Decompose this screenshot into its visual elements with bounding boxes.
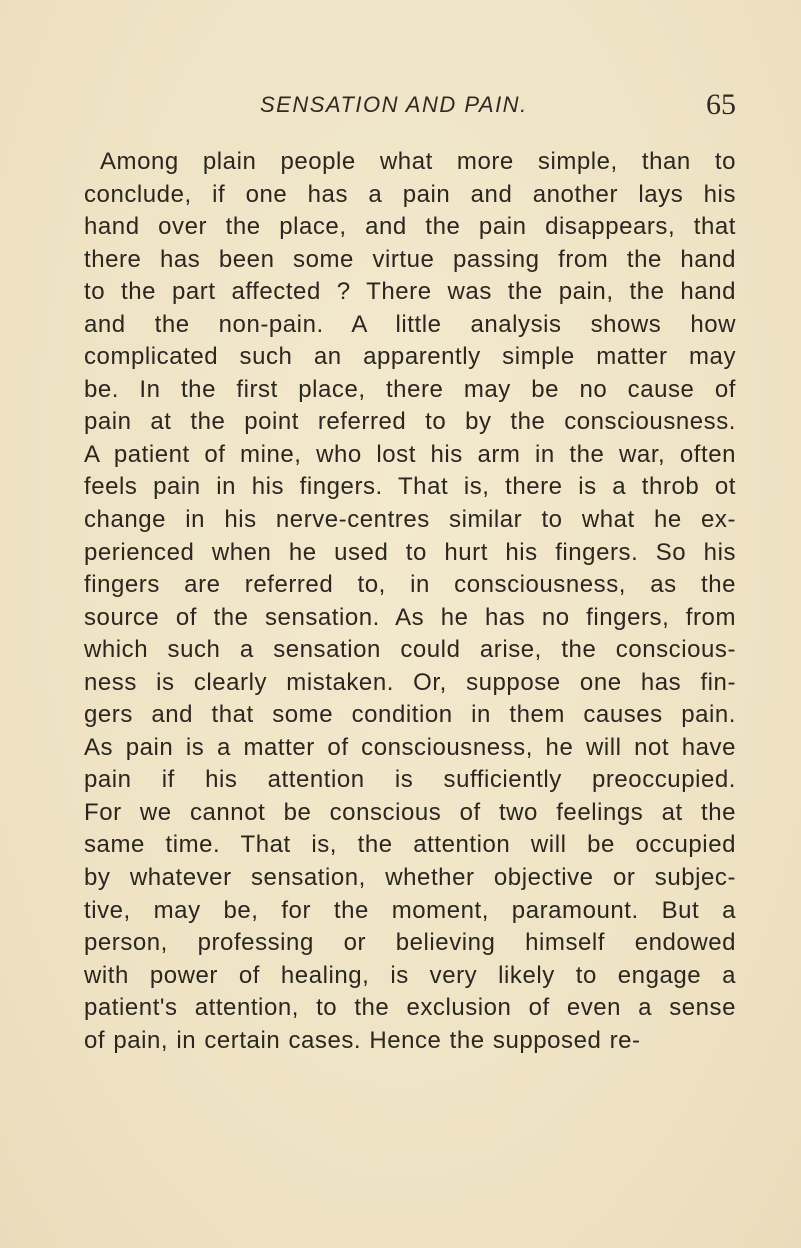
text-line: conclude, if one has a pain and another lays his <box>84 180 736 208</box>
text-line: Among plain people what more simple, than to <box>100 148 736 175</box>
text-line: gers and that some condition in them causes pain. <box>84 701 736 729</box>
text-line: same time. That is, the attention will be occupied <box>84 831 736 859</box>
text-line: perienced when he used to hurt his fingers. So his <box>84 538 736 566</box>
text-line: to the part affected ? There was the pain, the hand <box>84 278 736 306</box>
text-line: person, professing or believing himself endowed <box>84 929 736 957</box>
text-line: hand over the place, and the pain disappears, that <box>84 213 736 241</box>
text-line: As pain is a matter of consciousness, he will not have <box>84 733 736 761</box>
text-line: A patient of mine, who lost his arm in the war, often <box>84 440 736 468</box>
text-line: pain at the point referred to by the consciousness. <box>84 408 736 436</box>
text-line: tive, may be, for the moment, paramount. But a <box>84 896 736 924</box>
text-line: by whatever sensation, whether objective or subjec- <box>84 864 736 892</box>
text-line: change in his nerve-centres similar to what he ex- <box>84 506 736 534</box>
running-title: SENSATION AND PAIN. <box>260 92 528 117</box>
text-line: which such a sensation could arise, the conscious- <box>84 636 736 664</box>
text-line: feels pain in his fingers. That is, there is a throb ot <box>84 473 736 501</box>
text-line: and the non-pain. A little analysis shows how <box>84 310 736 338</box>
text-line: fingers are referred to, in consciousness, as the <box>84 571 736 599</box>
running-head <box>84 90 736 124</box>
text-line: For we cannot be conscious of two feelings at the <box>84 798 736 826</box>
body-paragraph <box>84 146 736 1057</box>
text-line: there has been some virtue passing from the hand <box>84 245 736 273</box>
text-line: be. In the first place, there may be no cause of <box>84 375 736 403</box>
page-number: 65 <box>706 88 736 121</box>
text-line: with power of healing, is very likely to engage a <box>84 961 736 989</box>
text-line: of pain, in certain cases. Hence the supposed re- <box>84 1026 641 1054</box>
text-line: complicated such an apparently simple matter may <box>84 343 736 371</box>
text-line: source of the sensation. As he has no fingers, from <box>84 603 736 631</box>
text-line: ness is clearly mistaken. Or, suppose one has fin- <box>84 668 736 696</box>
text-line: patient's attention, to the exclusion of even a sense <box>84 994 736 1022</box>
text-line: pain if his attention is sufficiently preoccupied. <box>84 766 736 794</box>
